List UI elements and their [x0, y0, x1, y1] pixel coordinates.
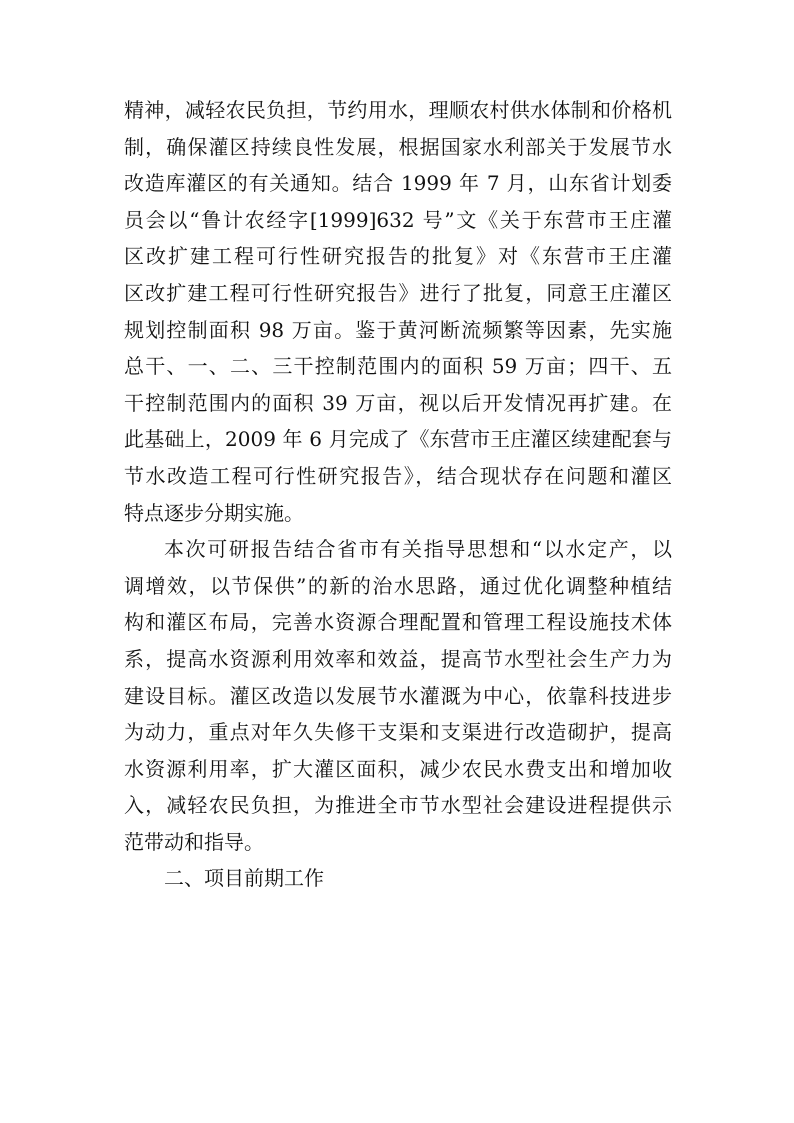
text-line: 构和灌区布局，完善水资源合理配置和管理工程设施技术体: [124, 610, 672, 635]
text-line: 区改扩建工程可行性研究报告》进行了批复，同意王庄灌区: [124, 280, 672, 305]
text-line: 改造库灌区的有关通知。结合 1999 年 7 月，山东省计划委: [124, 171, 672, 196]
text-line: 此基础上，2009 年 6 月完成了《东营市王庄灌区续建配套与: [124, 427, 672, 452]
text-line: 系，提高水资源利用效率和效益，提高节水型社会生产力为: [124, 646, 672, 671]
text-line: 范带动和指导。: [124, 829, 264, 854]
text-line: 员会以“鲁计农经字[1999]632 号”文《关于东营市王庄灌: [124, 207, 672, 232]
text-line: 调增效，以节保供”的新的治水思路，通过优化调整种植结: [124, 573, 672, 598]
text-line: 区改扩建工程可行性研究报告的批复》对《东营市王庄灌: [124, 244, 672, 269]
text-line: 总干、一、二、三干控制范围内的面积 59 万亩；四干、五: [124, 354, 672, 379]
text-line: 水资源利用率，扩大灌区面积，减少农民水费支出和增加收: [124, 756, 672, 781]
text-line: 为动力，重点对年久失修干支渠和支渠进行改造砌护，提高: [124, 720, 672, 745]
text-line: 精神，减轻农民负担，节约用水，理顺农村供水体制和价格机: [124, 98, 672, 122]
document-body: [124, 92, 672, 897]
section-heading: 二、项目前期工作: [164, 866, 324, 891]
text-line: 入，减轻农民负担，为推进全市节水型社会建设进程提供示: [124, 793, 672, 818]
text-line: 制，确保灌区持续良性发展，根据国家水利部关于发展节水: [124, 134, 672, 159]
text-line: 干控制范围内的面积 39 万亩，视以后开发情况再扩建。在: [124, 390, 672, 415]
text-line: 特点逐步分期实施。: [124, 500, 304, 525]
text-line: 节水改造工程可行性研究报告》，结合现状存在问题和灌区: [124, 463, 672, 488]
text-line: 规划控制面积 98 万亩。鉴于黄河断流频繁等因素，先实施: [124, 317, 672, 342]
text-line: 建设目标。灌区改造以发展节水灌溉为中心，依靠科技进步: [124, 683, 672, 708]
paragraph-first-line: 本次可研报告结合省市有关指导思想和“以水定产，以: [164, 537, 672, 562]
